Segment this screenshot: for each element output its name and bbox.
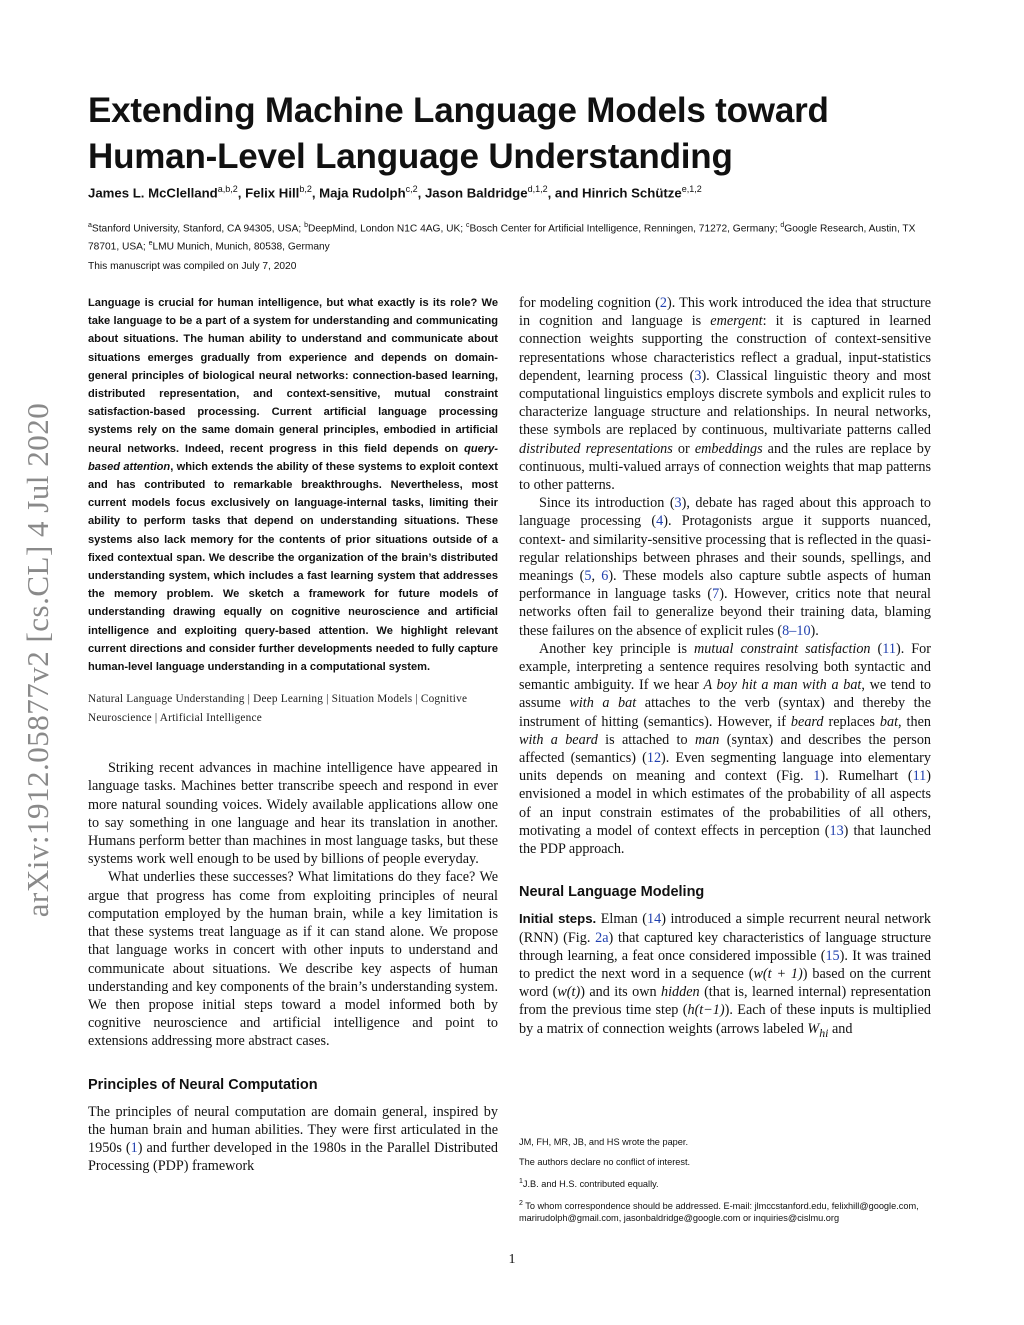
section-heading: Neural Language Modeling bbox=[519, 884, 705, 901]
footnote-equal-contribution bbox=[519, 1176, 939, 1190]
citation-link[interactable]: 11 bbox=[912, 768, 927, 785]
affiliation-mark: e bbox=[148, 240, 153, 248]
paragraph-text: and bbox=[828, 1020, 853, 1037]
paragraph-text: ) based on the current word ( bbox=[519, 965, 931, 1001]
intro-paragraph-1: Striking recent advances in machine intelligence have appeared in language tasks. Machines better transcribe speech and respond in ever more natural sounding voices. Widely available applications allow one to say something in one language and hear its translation in another. Humans perform better than machines in most language tasks, but these systems work well enough to be used by billions of people everyday. bbox=[88, 760, 498, 868]
math-expression: W bbox=[807, 1020, 820, 1037]
author-name: Hinrich Schütze bbox=[582, 185, 682, 201]
paragraph-text: : it is captured in learned connection weights supporting the construction of context-sensitive representations whose characteristics reflect a gradual, input-statistics dependent, learning process ( bbox=[519, 313, 931, 384]
paragraph-text: or bbox=[672, 440, 695, 457]
paper-title: Extending Machine Language Models toward Human-Level Language Understanding bbox=[88, 91, 829, 176]
paragraph-text: ). bbox=[810, 622, 819, 639]
abstract-text: , which extends the ability of these systems to exploit context and has contributed to remarkable breakthroughs. Nevertheless, most current models focus exclusively on language-internal tasks, limiting their ability to perform tasks that depend on understanding situations. These systems also lack memory for the contents of prior situations outside of a fixed contextual span. We describe the organization of the brain’s distributed understanding system, which includes a fast learning system that addresses the memory problem. We sketch a framework for future models of understanding drawing equally on cognitive neuroscience and artificial intelligence and exploiting query-based attention. We highlight relevant current directions and consider further developments needed to fully capture human-level language understanding in a computational system. bbox=[88, 460, 498, 674]
paragraph-text: ). This work introduced the idea that structure in cognition and language is bbox=[519, 295, 931, 330]
citation-link[interactable]: 15 bbox=[825, 947, 840, 964]
author-separator: , bbox=[417, 185, 425, 201]
paragraph-text: ). Classical linguistic theory and most computational linguistics employs discrete symbols and explicit rules to characterize language structure and relationships. In neural networks, these symbols are replaced by continuous, multivariate patterns called bbox=[519, 367, 931, 439]
emphasis-text: hidden bbox=[661, 984, 700, 1001]
paragraph-text: ). Protagonists argue it supports nuanced, context- and similarity-sensitive processing that is reflected in the quasi-regular relationships between phrases and their sounds, spellings, and meanings ( bbox=[519, 513, 931, 585]
author-name: Felix Hill bbox=[245, 185, 300, 201]
author-affiliation-mark: e,1,2 bbox=[681, 184, 702, 194]
affiliation-text: Google Research, Austin, TX 78701, USA; bbox=[88, 223, 916, 253]
paragraph-text: The principles of neural computation are domain general, inspired by the human brain and human abilities. They were first articulated in the 1950s ( bbox=[88, 1103, 498, 1156]
arxiv-stamp-text: arXiv:1912.05877v2 [cs.CL] 4 Jul 2020 bbox=[20, 402, 55, 918]
paragraph-text: ). However, critics note that neural networks often fail to generalize beyond their training data, blaming these failures on the absence of explicit rules ( bbox=[519, 586, 932, 639]
citation-link[interactable]: 2 bbox=[659, 295, 667, 311]
author-name: James L. McClelland bbox=[88, 185, 218, 201]
paragraph-text: ). For example, interpreting a sentence requires resolving both syntactic and semantic ambiguity. If we hear bbox=[519, 640, 931, 694]
run-in-heading: Initial steps. bbox=[519, 911, 597, 927]
citation-link[interactable]: 7 bbox=[712, 586, 720, 603]
emphasis-text: with a beard bbox=[519, 731, 598, 748]
paragraph-text: ). Rumelhart ( bbox=[820, 768, 913, 785]
author-name: Jason Baldridge bbox=[424, 185, 528, 201]
citation-link[interactable]: 14 bbox=[647, 911, 662, 928]
paragraph-text: ), debate has raged about this approach to language processing ( bbox=[519, 495, 931, 530]
citation-link[interactable]: 6 bbox=[601, 568, 609, 585]
emphasis-text: embeddings bbox=[694, 440, 763, 457]
citation-link[interactable]: 4 bbox=[656, 513, 664, 530]
emphasis-text: distributed representations bbox=[519, 440, 673, 457]
paragraph-text: ) envisioned a model in which estimates of the probability of all aspects of an input constrain estimates of the probabilities of all others, motivating a model of context effects in perception ( bbox=[519, 768, 931, 839]
footnotes bbox=[519, 1136, 939, 1232]
citation-link[interactable]: 13 bbox=[829, 822, 844, 839]
emphasis-text: mutual constraint satisfaction bbox=[694, 640, 871, 657]
citation-link[interactable]: 3 bbox=[694, 367, 702, 384]
footnote-correspondence bbox=[519, 1198, 939, 1224]
paragraph-text: ) that captured key characteristics of language structure through learning, a feat once considered impossible ( bbox=[519, 929, 932, 964]
citation-link[interactable]: 8–10 bbox=[782, 622, 811, 639]
right-column bbox=[519, 294, 931, 1042]
citation-link[interactable]: 5 bbox=[584, 568, 592, 585]
compiled-date: This manuscript was compiled on July 7, 2020 bbox=[88, 261, 297, 272]
figure-link[interactable]: 2a bbox=[595, 929, 609, 946]
footnote-mark: 2 bbox=[519, 1200, 523, 1208]
paragraph-text: and the rules are replace by continuous, multi-valued arrays of connection weights that map patterns to other patterns. bbox=[519, 440, 931, 494]
paragraph-text: ) that launched the PDP approach. bbox=[519, 822, 931, 858]
paragraph-text: attaches to the verb (syntax) and thereby the instrument of hitting (semantics). However, if bbox=[519, 695, 931, 730]
paragraph-text: , then bbox=[898, 713, 931, 730]
left-column bbox=[88, 294, 498, 1175]
paragraph-text: Since its introduction ( bbox=[539, 495, 675, 512]
section-heading: Principles of Neural Computation bbox=[88, 1076, 318, 1093]
citation-link[interactable]: 3 bbox=[674, 495, 682, 512]
paragraph-text: ) and its own bbox=[580, 984, 661, 1001]
emphasis-text: A boy hit a man with a bat bbox=[703, 677, 862, 694]
citation-link[interactable]: 12 bbox=[646, 750, 662, 767]
keywords: Natural Language Understanding | Deep Learning | Situation Models | Cognitive Neuroscience | Artificial Intelligence bbox=[88, 693, 468, 724]
author-separator: , and bbox=[547, 185, 583, 201]
paragraph-text: ) introduced a simple recurrent neural network (RNN) (Fig. bbox=[519, 911, 932, 946]
right-paragraph-3 bbox=[519, 640, 931, 858]
author-affiliation-mark: c,2 bbox=[405, 184, 418, 194]
footnote-mark: 1 bbox=[519, 1178, 523, 1185]
paragraph-text: ). It was trained to predict the next word in a sequence ( bbox=[519, 947, 931, 982]
paragraph-text: , we tend to assume bbox=[519, 677, 931, 712]
affiliation-text: Bosch Center for Artificial Intelligence, Renningen, 71272, Germany; bbox=[469, 223, 781, 235]
emphasis-text: emergent bbox=[710, 313, 763, 330]
section-1-paragraph bbox=[88, 1103, 498, 1176]
footnote-text: To whom correspondence should be addressed. E-mail: jlmccstanford.edu, felixhill@google.com, marirudolph@gmail.com, jasonbaldridge@google.com or inquiries@cislmu.org bbox=[519, 1201, 919, 1224]
author-separator: , bbox=[237, 185, 246, 201]
footnote-text: J.B. and H.S. contributed equally. bbox=[522, 1179, 659, 1190]
author-affiliation-mark: b,2 bbox=[299, 184, 312, 194]
affiliation-mark: a bbox=[88, 222, 92, 229]
emphasis-text: man bbox=[694, 731, 720, 748]
math-subscript: hi bbox=[819, 1025, 829, 1040]
right-paragraph-4 bbox=[519, 910, 931, 1041]
figure-link[interactable]: 1 bbox=[813, 768, 821, 785]
math-expression: h(t−1) bbox=[687, 1002, 725, 1019]
right-paragraph-1 bbox=[519, 294, 931, 494]
math-expression: w(t + 1) bbox=[753, 965, 803, 982]
abstract-text: Language is crucial for human intelligence, but what exactly is its role? We take language to be a part of a system for understanding and communicating about situations. The human ability to understand and communicate about situations emerges gradually from experience and depends on domain-general principles of biological neural networks: connection-based learning, distributed representation, and context-sensitive, mutual constraint satisfaction-based processing. Current artificial language processing systems rely on the same domain general principles, embodied in artificial neural networks. Indeed, recent progress in this field depends on bbox=[88, 297, 498, 455]
math-expression: w(t) bbox=[557, 984, 581, 1001]
author-list bbox=[88, 184, 948, 200]
paragraph-text: is attached to bbox=[597, 731, 695, 748]
affiliation-text: Stanford University, Stanford, CA 94305, USA; bbox=[91, 223, 305, 235]
paragraph-text: ) and further developed in the 1980s in the Parallel Distributed Processing (PDP) framework bbox=[88, 1139, 498, 1175]
author-separator: , bbox=[311, 185, 320, 201]
paragraph-text: ). Even segmenting language into elementary units depends on meaning and context (Fig. bbox=[519, 750, 931, 785]
affiliation-text: DeepMind, London N1C 4AG, UK; bbox=[307, 223, 466, 235]
footnote-conflict: The authors declare no conflict of interest. bbox=[519, 1157, 691, 1167]
abstract-emphasis: query-based attention bbox=[88, 442, 498, 473]
affiliation-mark: b bbox=[304, 222, 308, 229]
affiliation-mark: d bbox=[780, 222, 785, 229]
author-affiliation-mark: d,1,2 bbox=[527, 184, 548, 194]
affiliation-mark: c bbox=[465, 222, 470, 229]
paragraph-text: replaces bbox=[823, 713, 880, 730]
paragraph-text: , bbox=[591, 568, 602, 585]
paragraph-text: Another key principle is bbox=[539, 640, 695, 657]
right-paragraph-2 bbox=[519, 494, 931, 640]
citation-link[interactable]: 1 bbox=[130, 1139, 138, 1156]
emphasis-text: beard bbox=[790, 713, 824, 730]
affiliations bbox=[88, 218, 938, 255]
paragraph-text: ( bbox=[870, 640, 883, 657]
paragraph-text: ). Each of these inputs is multiplied by a matrix of connection weights (arrows labeled bbox=[519, 1002, 931, 1037]
emphasis-text: bat bbox=[879, 713, 899, 730]
paragraph-text: (syntax) and describes the person affected (semantics) ( bbox=[519, 731, 932, 767]
paragraph-text: (that is, learned internal) representation from the previous time step ( bbox=[519, 984, 931, 1019]
author-affiliation-mark: a,b,2 bbox=[217, 184, 238, 194]
paragraph-text: for modeling cognition ( bbox=[519, 295, 660, 311]
paragraph-text: ). These models also capture subtle aspects of human performance in language tasks ( bbox=[519, 568, 932, 603]
affiliation-text: LMU Munich, Munich, 80538, Germany bbox=[152, 241, 330, 253]
page-number: 1 bbox=[508, 1252, 516, 1267]
paragraph-text: Elman ( bbox=[596, 911, 648, 928]
emphasis-text: with a bat bbox=[569, 695, 637, 712]
arxiv-stamp bbox=[16, 380, 60, 940]
intro-paragraph-2: What underlies these successes? What limitations do they face? We argue that progress has come from exploiting principles of neural computation employed by the human brain, while a key limitation is that these systems treat language as if it can stand alone. We propose that language works in concert with other inputs to understand and communicate about situations. We describe key aspects of human understanding and key components of the brain’s understanding system. We then propose initial steps toward a model informed both by cognitive neuroscience and artificial intelligence and point to extensions addressing more abstract cases. bbox=[88, 869, 498, 1050]
footnote-contributions: JM, FH, MR, JB, and HS wrote the paper. bbox=[519, 1137, 689, 1147]
author-name: Maja Rudolph bbox=[319, 185, 406, 201]
abstract bbox=[88, 294, 498, 676]
citation-link[interactable]: 11 bbox=[882, 640, 896, 657]
